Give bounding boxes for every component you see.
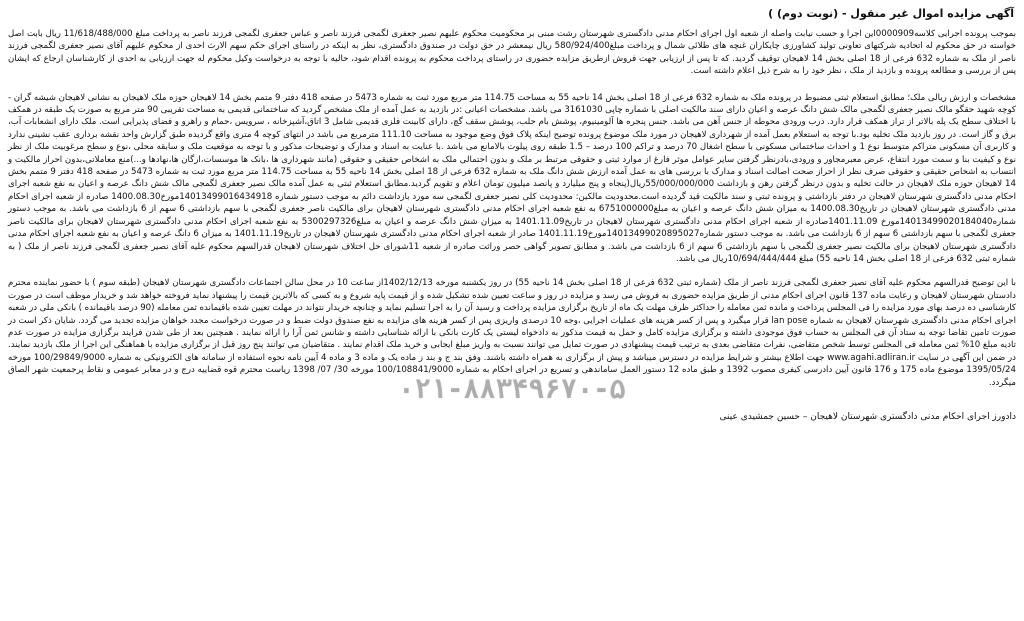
notice-signature: دادورز اجرای احکام مدنی دادگستری شهرستان لاهیجان – حسین جمشیدی عینی (719, 411, 1016, 422)
notice-title: آگهی مزایده اموال غیر منقول - (نوبت دوم) ) (768, 7, 1014, 20)
notice-paragraph-case: بموجب پرونده اجرایی کلاسه0000909این اجرا و حسب نیابت واصله از شعبه اول اجرای احکام مدنی دادگستری شهرستان رشت مبنی بر محکومیت محکوم علیهم نصیر جعفری لگمجی فرزند ناصر و عباس جعفری لگمجی فرزند ناصر به پرداخت مبلغ 11/618/488/000 ریال بابت اصل خواسته در حق محکوم له اتحادیه شرکتهای تعاونی تولید کشاورزی چایکاران غنچه های طلائی شمال و پرداخت مبلغ580/924/400 ریال نیمعشر در حق دولت در صندوق دادگستری، نظر به اینکه در راستای اجرای حکم سهم الارث احدی از محکوم علیهم آقای نصیر جعفری لگمجی فرزند ناصر از ملک به شماره 632 فرعی از 18 اصلی بخش 14 لاهیجان توقیف گردید. که تا پس از ارزیابی جهت فروش ازطریق مزایده حضوری در راستای پرداخت محکوم به پرونده اقدام شود، حالیه با توجه به درخواست وکیل محکوم له جهت ارزیابی به احدی از کارشناسان ارجاع که ایشان پس از بررسی و مطالعه پرونده و بازدید از ملک ، نظر خود را به شرح ذیل اعلام داشته است. (8, 29, 1016, 77)
phone-number-watermark: ۰۲۱-۸۸۳۴۹۶۷۰-۵ (398, 373, 626, 405)
notice-paragraph-property-details: مشخصات و ارزش ریالی ملک؛ مطابق استعلام ثبتی مضبوط در پرونده ملک به شماره 632 فرعی از 18 اصلی بخش 14 ناحیه 55 به مساحت 114.75 متر مربع مورد ثبت به شماره 5473 در صفحه 418 دفتر 9 متمم بخش 14 لاهیجان حوزه ملک لاهیجان به نشانی لاهیجان شیشه گران - کوچه شهید حقگو مالک نصیر جعفری لگمجی مالک شش دانگ عرصه و اعیان دارای سند مالکیت اصلی با شماره چاپی 3161030 می باشد. مشخصات اعیانی :در بازدید به عمل آمده از ملک مشخص گردید که ساختمانی قدیمی به مساحت تقریبی 90 متر مربع به صورت یک طبقه در همکف با اختلاف سطح یک پله بالاتر از تراز همکف قرار دارد. درب ورودی محوطه از جنس آهن می باشد. جنس پنجره ها آلومینیوم، پوشش بام حلب، پوشش سقف گچ، دارای کابینت فلزی قدیمی شامل 3 اتاق،آشپزخانه ، سرویس ،حمام و راهرو و فضای پذیرایی است. ملک دارای انشعابات آب، برق و گاز است. در روز بازدید ملک تخلیه بود.با توجه به استعلام بعمل آمده از شهرداری لاهیجان در مورد ملک موضوع پرونده توضیح اینکه پلاک فوق وضع موجود به مساحت 111.10 مترمربع می باشد در انتهای کوچه 4 متری واقع گردیده طبق گزارش واحد نقشه برداری عقب نشینی ندارد و کاربری آن مسکونی متراکم متوسط نوع 1 و احداث ساختمانی مسکونی با سطح اشغال 70 درصد و تراکم 100 درصد – 1.5 طبقه روی پیلوت بالامانع می باشد .با عنایت به اسناد و مدارک و توضیحات مذکور و با توجه به موقعیت ملک و سابقه محلی ،نوع و سطح مرغوبیت ملک از نظر نوع و کیفیت بنا و سمت مورد انتفاع، عرض معبرمجاور و ورودی،بادرنظر گرفتن سایر عوامل موثر فارغ از موارد ثبتی و حقوقی مرتبط بر ملک و بدون احتمالی ملک به اشخاص حقیقی و حقوقی (مانند شهرداری ها ،بانک ها موسسات،ارگان ها،نهادها و...)منع معاملاتی،بدون احراز مالکیت و انتساب به اشخاص حقیقی و حقوقی صرف نظر از احراز صحت اصالت اسناد و مدارک با بررسی های به عمل آمده ارزش شش دانگ ملک به شماره 632 فرعی از 18 اصلی بخش 14 ناحیه 55 به مساحت 114.75 متر مربع مورد ثبت به شماره 5473 در صفحه 418 دفتر 9 متمم بخش 14 لاهیجان حوزه ملک لاهیجان در حالت تخلیه و بدون درنظر گرفتن رهن و بازداشت 55/000/000/000ریال(پنجاه و پنج میلیارد و پانصد میلیون تومان اعلام و تقویم گردید.مطابق استعلام ثبتی به عمل آمده مالک نصیر جعفری لگمجی مالک شش دانگ عرصه و اعیان به نفع شعبه اجرای احکام مدنی دادگستری شهرستان لاهیجان در دفتر بازداشتی و پرونده ثبتی و سند مالکیت قید گردیده است.محدودیت مالکین: محدودیت کلی نصیر جعفری لگمجی سه مورد بازداشت دائم به موجب دستور شماره 14013499016434918مورخ1400.08.30 صادره از شعبه اجرای احکام مدنی دادگستری شهرستان لاهیجان در تاریخ1400.08.30 به میزان شش دانگ عرصه و اعیان به مبلغ6751000000 به نفع شعبه اجرای احکام مدنی دادگستری شهرستان لاهیجان برای مالکیت ناصر جعفری لگمجی با سهم بازداشتی 6 سهم از 6 بازداشت می باشد. به موجب دستور شماره14013499020184040مورخ 1401.11.09صادره از شعبه اجرای احکام مدنی دادگستری شهرستان لاهیجان در تاریخ1401.11.09 به میزان شش دانگ عرصه و اعیان به مبلغ5300297326 به نفع شعبه اجرای احکام مدنی دادگستری شهرستان لاهیجان برای مالکیت ناصر جعفری لگمجی با سهم بازداشتی 6 سهم از 6 بازداشت می باشد. به موجب دستور شماره14013499020895027مورخ1401.11.19 صادر از شعبه اجرای احکام مدنی دادگستری شهرستان لاهیجان در تاریخ1401.11.19 به میزان 6 دانگ عرصه و اعیان به نفع شعبه اجرای احکام مدنی دادگستری شهرستان لاهیجان برای مالکیت نصیر جعفری لگمجی با سهم بازداشتی 6 سهم از 6 بازداشت می باشد. و مطابق تصویر گواهی حصر وراثت صادره از شعبه 11شورای حل اختلاف شهرستان لاهیجان قدرالسهم محکوم علیه آقای نصیر جعفری لگمجی فرزند ناصر از ملک ( به شماره ثبتی 632 فرعی از 18 اصلی بخش 14 ناحیه 55) مبلغ 10/694/444/444ریال می باشد. (8, 92, 1017, 264)
notice-paragraph-auction-terms: با این توضیح قدرالسهم محکوم علیه آقای نصیر جعفری لگمجی فرزند ناصر از ملک (شماره ثبتی 632 فرعی از 18 اصلی بخش 14 ناحیه 55) در روز یکشنبه مورخه 1402/12/13از ساعت 10 در محل سالن اجتماعات دادگستری شهرستان لاهیجان (طبقه سوم ) با حضور نماینده محترم دادستان شهرستان لاهیجان و رعایت ماده 137 قانون اجرای احکام مدنی از طریق مزایده حضوری به فروش می رسد و مزایده در روز و ساعت تعیین شده تشکیل شده و از قیمت پایه شروع و به کسی که بالاترین قیمت را پیشنهاد نماید فروخته خواهد شد و خریدار موظف است در صورت کارشناسی ده درصد بهای مورد مزایده را فی المجلس پرداخت و مانده ثمن معامله را حداکثر ظرف مهلت یک ماه از تاریخ برگزاری مزایده پرداخت و رسید آن را به اجرا تسلیم نماید و چنانچه خریدار نتواند در مهلت تعیین شده باقیمانده ثمن معامله (90 درصد باقیمانده ) بانکی ملی در شعبه اجرای احکام مدنی دادگستری شهرستان لاهیجان به شماره lan pose قرار میگیرد و پس از کسر هزینه های عملیات اجرایی ،وجه 10 درصدی واریزی پس از کسر هزینه های مزایده به نفع صندوق دولت ضبط و در صورت درخواست مجدد خواهان مزایده تجدید می گردد. شایان ذکر است در صورت تامین تقاضا توجه به ستاد آن فی المجلس به حساب فوق موجودی داشته و برگزاری مزایده کامل و حمل به قیمت مذکور به دادخواه لیستی یک کارت بانکی با ارائه شناسایی داشته و شانس ثمن آرا را ارائه نمایند . همچنین بعد از طی شدن فرایند برگزاری مزایده در صورت عدم تادیه مبلغ 10% ثمن معامله فی المجلس توسط شخص متقاضی، نفرات متقاضی بعدی به ترتیب قیمت پیشنهادی در صورت تمایل می توانند نسبت به واریز مبلغ ایجابی و خرید ملک اقدام نمایند . متقاضیان می توانند پنج روز قبل از برگزاری مزایده با هماهنگی این اجرا از ملک بازدید نمایند. در ضمن این آگهی در سایت www.agahi.adliran.ir جهت اطلاع بیشتر و شرایط مزایده در دسترس میباشد و پیش از برگزاری به همراه داشته باشند. وفق بند ج و بند ز ماده یک و ماده 3 و ماده 4 آیین نامه نحوه استفاده از سامانه های الکترونیکی به شماره 100/29849/9000 مورخه 1395/05/24 موضوع ماده 175 و 176 قانون آیین دادرسی کیفری مصوب 1392 و طبق ماده 12 دستور العمل ساماندهی و تسریع در اجرای احکام به شماره 100/108841/9000 مورخه 30/ 07/ 1398 ریاست محترم قوه قضاییه درج و در معابر عمومی و نقاط پرجمعیت شهر الصاق میگردد. (8, 278, 1017, 388)
